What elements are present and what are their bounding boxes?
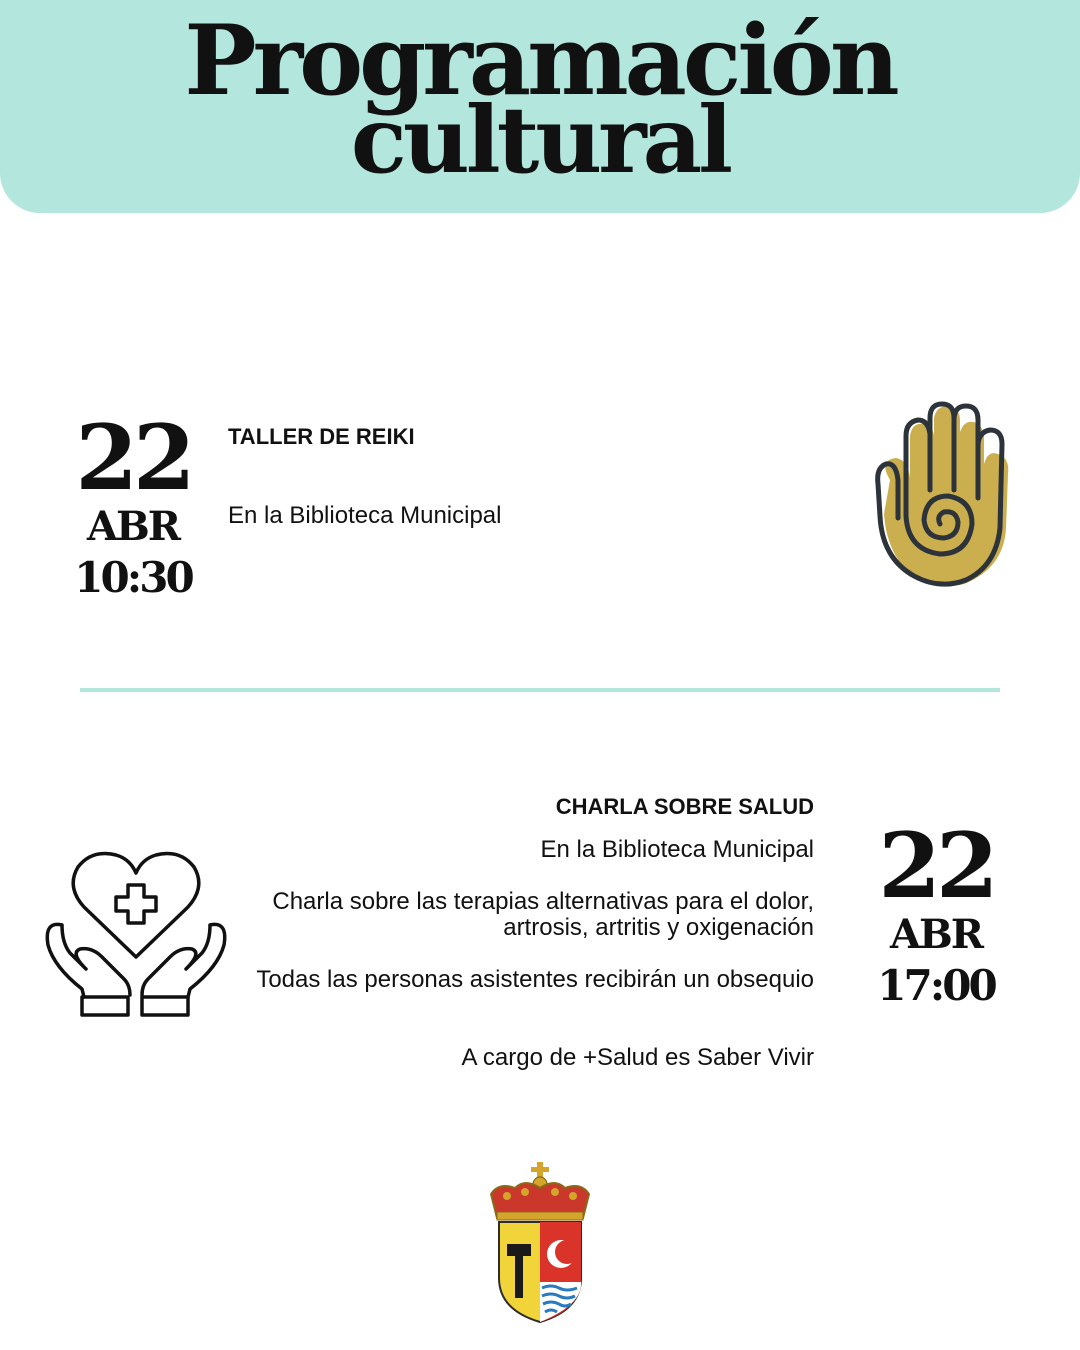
event2-date (876, 813, 996, 1012)
event1-date (74, 405, 192, 604)
section-divider (80, 688, 1000, 692)
page-title-line2: cultural (350, 86, 730, 194)
header-banner (0, 0, 1080, 213)
event2-title: CHARLA SOBRE SALUD (555, 794, 814, 819)
event2-organizer: A cargo de +Salud es Saber Vivir (461, 1044, 814, 1071)
event1-month: ABR (86, 503, 180, 550)
event1-day: 22 (75, 405, 191, 511)
event2-gift: Todas las personas asistentes recibirán un obsequio (256, 966, 814, 993)
event2-description: Charla sobre las terapias alternativas para el dolor, artrosis, artritis y oxigenación (272, 888, 814, 941)
event1-title: TALLER DE REIKI (228, 424, 415, 449)
event2-location: En la Biblioteca Municipal (540, 836, 814, 863)
health-care-hands-icon (40, 845, 232, 1023)
event1-location: En la Biblioteca Municipal (228, 502, 502, 529)
page-title-line1: Programación (184, 4, 896, 117)
event2-day: 22 (878, 813, 994, 919)
event2-time: 17:00 (877, 961, 995, 1010)
event1-time: 10:30 (74, 553, 192, 602)
reiki-hand-icon (868, 398, 1014, 592)
event2-month: ABR (889, 911, 983, 958)
municipal-coat-of-arms-icon (485, 1160, 595, 1325)
